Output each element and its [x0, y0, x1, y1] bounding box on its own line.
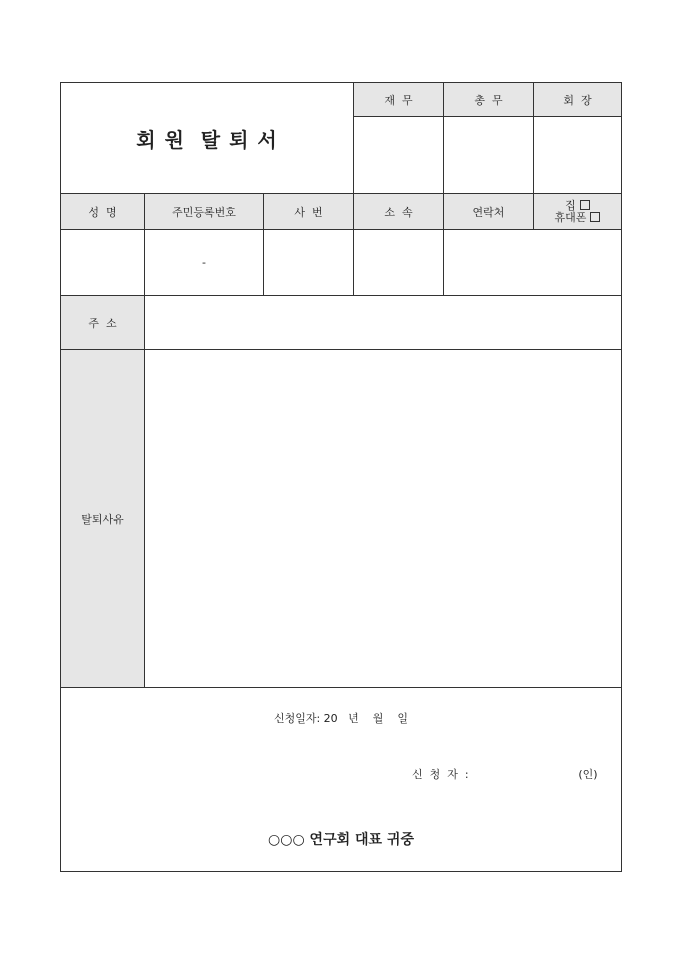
contact-home-label: 집: [565, 198, 576, 212]
mobile-checkbox[interactable]: [590, 212, 600, 222]
employee-number-field[interactable]: [264, 230, 353, 295]
contact-type-options: [534, 194, 621, 229]
approval-finance: 재 무: [384, 93, 413, 107]
address-field[interactable]: [145, 296, 621, 349]
contact-mobile-label: 휴대폰: [554, 210, 587, 224]
rrn-dash: -: [202, 256, 206, 269]
president-sign-box[interactable]: [534, 117, 621, 193]
general-affairs-sign-box[interactable]: [444, 117, 533, 193]
applicant-label: 신 청 자 :: [412, 768, 469, 781]
application-date: 신청일자: 20 년 월 일: [273, 712, 409, 725]
approval-president: 회 장: [563, 93, 592, 107]
applicant-signature-field[interactable]: [492, 764, 572, 784]
contact-field[interactable]: [444, 230, 621, 295]
header-affiliation: 소 속: [384, 205, 413, 219]
approval-general-affairs: 총 무: [474, 93, 503, 107]
seal-mark: (인): [578, 768, 598, 781]
header-name: 성 명: [88, 205, 117, 219]
home-checkbox[interactable]: [580, 200, 590, 210]
name-field[interactable]: [61, 230, 144, 295]
reason-field[interactable]: [145, 350, 621, 687]
reason-label: 탈퇴사유: [81, 512, 124, 526]
form-title: 회 원 탈 퇴 서: [136, 127, 278, 152]
addressee: ○○○ 연구회 대표 귀중: [268, 832, 414, 848]
contact-mobile-option[interactable]: [555, 212, 601, 224]
finance-sign-box[interactable]: [354, 117, 443, 193]
affiliation-field[interactable]: [354, 230, 443, 295]
header-rrn: 주민등록번호: [172, 205, 236, 219]
reason-bottom-line: [61, 687, 621, 688]
header-contact: 연락처: [472, 205, 505, 219]
header-employee-number: 사 번: [294, 205, 323, 219]
address-label: 주 소: [88, 316, 117, 330]
rrn-field[interactable]: [145, 230, 263, 295]
